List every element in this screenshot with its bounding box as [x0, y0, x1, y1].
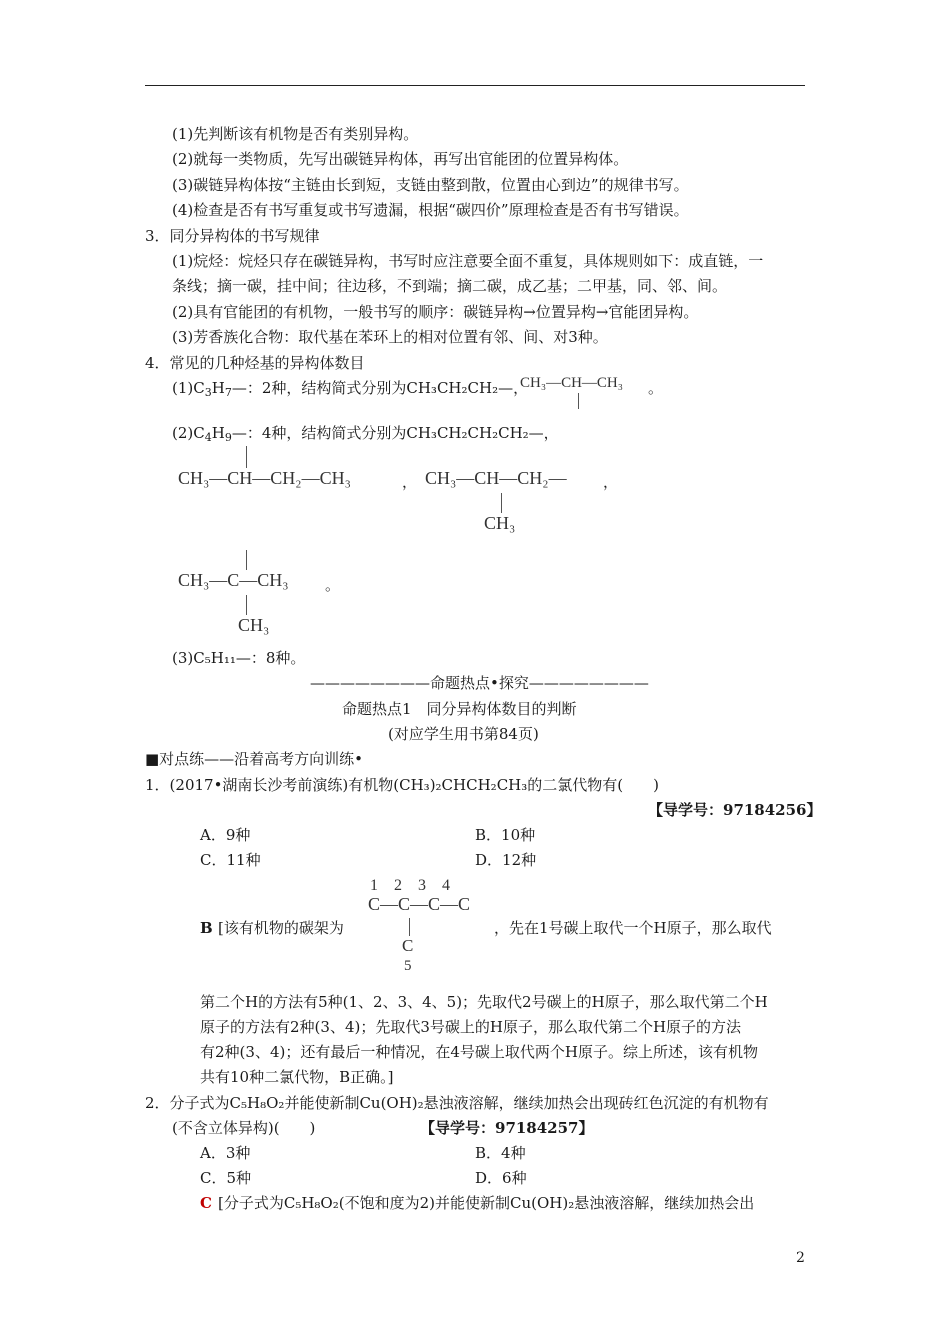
item-3: (3)碳链异构体按“主链由长到短，支链由整到散，位置由心到边”的规律书写。 [172, 176, 689, 194]
isobutyl-bond [501, 493, 502, 513]
q1-answer-pre: [该有机物的碳架为 [218, 919, 344, 937]
separator-comma-1: ， [402, 473, 418, 491]
section3-heading: 3．同分异构体的书写规律 [145, 227, 320, 245]
q2-option-b: B．4种 [475, 1144, 526, 1162]
q1-answer-post: ，先在1号碳上取代一个H原子，那么取代 [494, 919, 772, 937]
q2-option-c: C．5种 [200, 1169, 252, 1187]
c3h7-line: $(1)C_3H_7—$：2种，结构简式分别为CH₃CH₂CH₂—， [172, 379, 529, 399]
section-banner: ————————命题热点•探究———————— [310, 674, 649, 692]
c3h7-isopropyl-structure: CH₃—CH—CH₃ [520, 375, 623, 391]
tert-butyl-top-bond [246, 550, 247, 570]
sec-butyl-structure: CH₃—CH—CH₂—CH₃ [178, 468, 351, 488]
carbon-branch-number: 5 [404, 958, 412, 974]
q1-option-d: D．12种 [475, 851, 537, 869]
q2-code: 【导学号：97184257】 [420, 1119, 594, 1137]
item-4: (4)检查是否有书写重复或书写遗漏，根据“碳四价”原理检查是否有书写错误。 [172, 201, 689, 219]
q1-explain-3: 有2种(3、4)；还有最后一种情况，在4号碳上取代两个H原子。综上所述，该有机物 [200, 1043, 758, 1061]
q2-stem-1: 2．分子式为C₅H₈O₂并能使新制Cu(OH)₂悬浊液溶解，继续加热会出现砖红色沉淀的有机物有 [145, 1094, 769, 1112]
c5h11-line: (3)C₅H₁₁—：8种。 [172, 649, 306, 667]
section3-p1-line2: 条线；摘一碳，挂中间；往边移，不到端；摘二碳，成乙基；二甲基，同、邻、间。 [172, 277, 728, 295]
q1-explain-2: 原子的方法有2种(3、4)；先取代3号碳上的H原子，那么取代第二个H原子的方法 [200, 1018, 742, 1036]
q1-explain-1: 第二个H的方法有5种(1、2、3、4、5)；先取代2号碳上的H原子，那么取代第二个H [200, 993, 768, 1011]
q1-explain-4: 共有10种二氯代物，B正确。] [200, 1068, 394, 1086]
section4-heading: 4．常见的几种烃基的异构体数目 [145, 354, 365, 372]
section3-p2: (2)具有官能团的有机物，一般书写的顺序：碳链异构→位置异构→官能团异构。 [172, 303, 699, 321]
q2-stem-2: (不含立体异构)( ) [172, 1119, 316, 1137]
item-2: (2)就每一类物质，先写出碳链异构体，再写出官能团的位置异构体。 [172, 150, 629, 168]
q2-answer-letter: C [200, 1194, 212, 1212]
item-1: (1)先判断该有机物是否有类别异构。 [172, 125, 419, 143]
q1-stem: 1．(2017•湖南长沙考前演练)有机物(CH₃)₂CHCH₂CH₃的二氯代物有( ) [145, 776, 659, 794]
sec-butyl-bond [246, 446, 247, 468]
isobutyl-branch: CH₃ [484, 513, 516, 533]
tert-butyl-bottom-bond [246, 595, 247, 615]
q2-option-a: A．3种 [200, 1144, 251, 1162]
isobutyl-structure: CH₃—CH—CH₂— [425, 468, 567, 488]
carbon-chain: C—C—C—C [368, 894, 471, 914]
q1-code: 【导学号：97184256】 [648, 801, 822, 819]
page-number: 2 [796, 1250, 805, 1266]
carbon-numbers: 1 2 3 4 [370, 877, 451, 894]
q1-answer-letter: B [200, 919, 213, 937]
carbon-branch-bond [409, 918, 410, 936]
c4h9-line: $(2)C_4H_9—$：4种，结构简式分别为CH₃CH₂CH₂CH₂—， [172, 424, 559, 444]
q1-option-a: A．9种 [200, 826, 251, 844]
header-rule [145, 85, 805, 86]
hot-topic-title: 命题热点1 同分异构体数目的判断 [342, 700, 577, 718]
q2-option-d: D．6种 [475, 1169, 527, 1187]
section3-p3: (3)芳香族化合物：取代基在苯环上的相对位置有邻、间、对3种。 [172, 328, 608, 346]
c3h7-branch-bond [578, 393, 579, 409]
q1-option-c: C．11种 [200, 851, 261, 869]
tert-butyl-branch: CH₃ [238, 615, 270, 635]
section3-p1-line1: (1)烷烃：烷烃只存在碳链异构，书写时应注意要全面不重复，具体规则如下：成直链，一 [172, 252, 764, 270]
tert-butyl-end: 。 [325, 576, 341, 594]
c3h7-end: 。 [648, 379, 664, 397]
hot-topic-subtitle: (对应学生用书第84页) [388, 725, 539, 743]
separator-comma-2: ， [603, 473, 619, 491]
carbon-branch: C [402, 936, 414, 955]
practice-heading: ■对点练——沿着高考方向训练• [145, 750, 364, 768]
q2-answer: [分子式为C₅H₈O₂(不饱和度为2)并能使新制Cu(OH)₂悬浊液溶解，继续加热会出 [218, 1194, 755, 1212]
q1-option-b: B．10种 [475, 826, 536, 844]
tert-butyl-structure: CH₃—C—CH₃ [178, 570, 289, 590]
